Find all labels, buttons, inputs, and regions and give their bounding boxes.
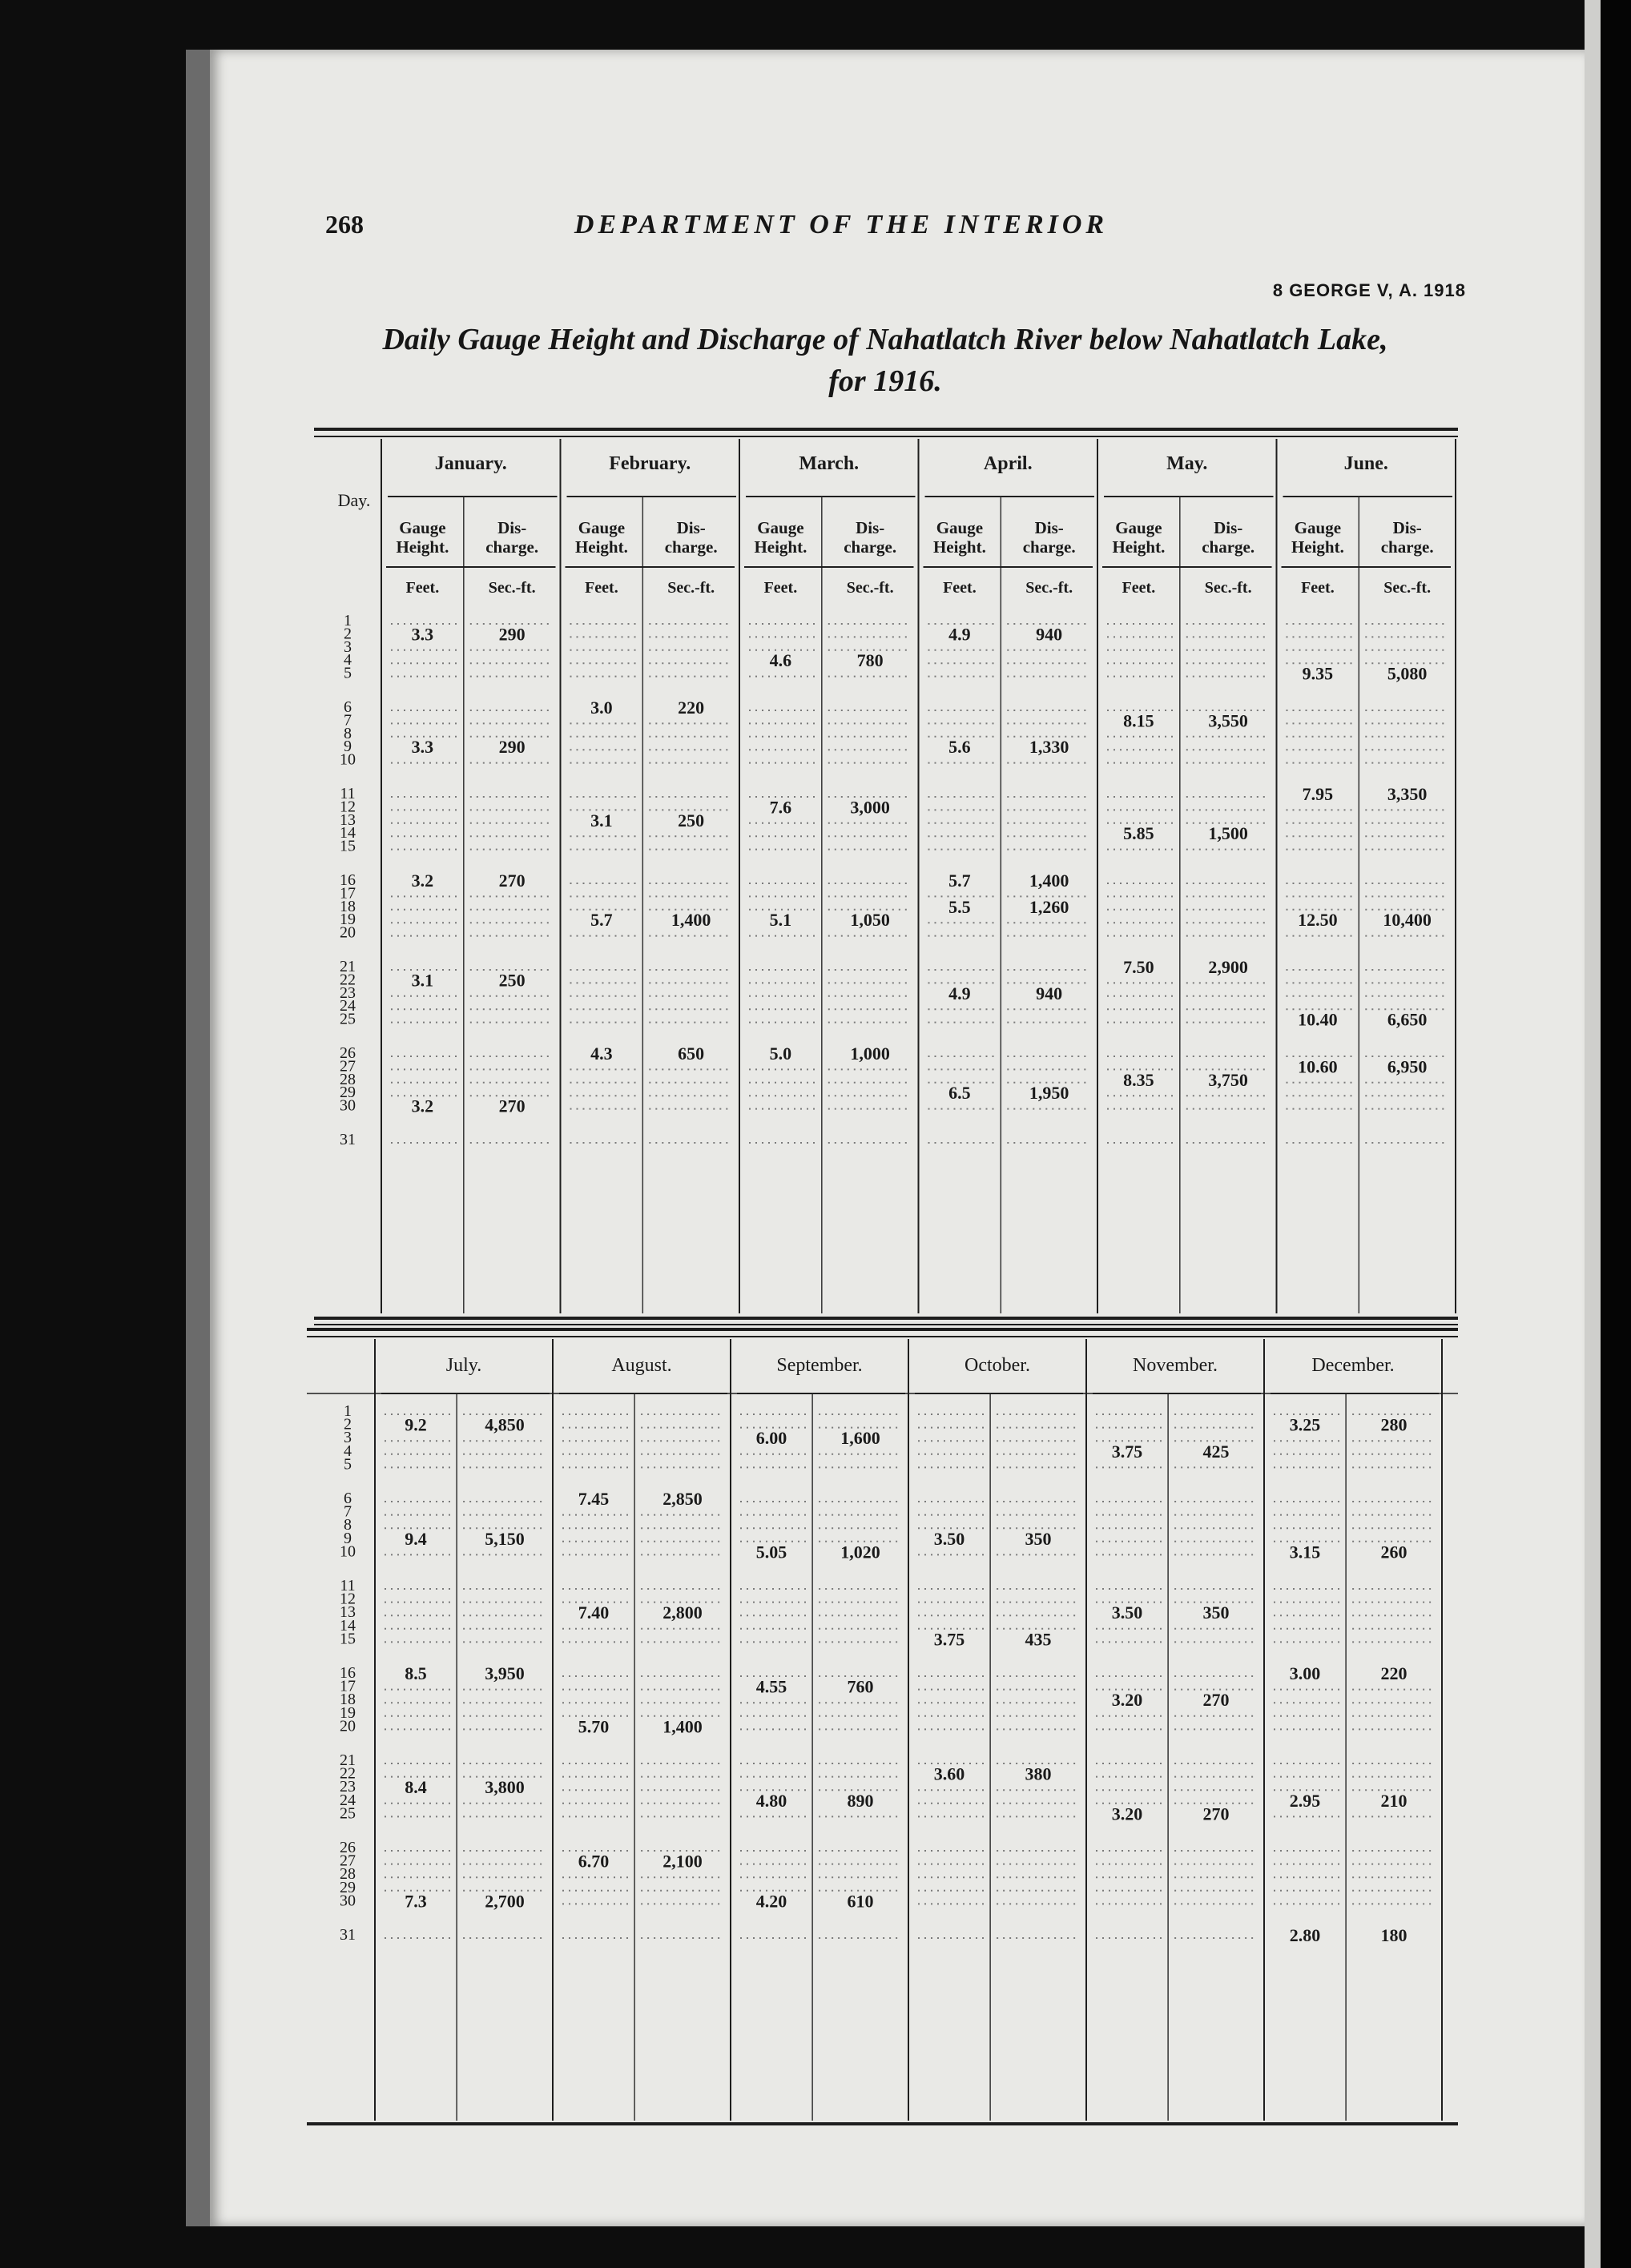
second-half-day-number-5: 5 — [344, 1455, 352, 1474]
subheader-height-june: Height. — [1291, 537, 1344, 557]
first-half-month-header-april: April. — [983, 453, 1033, 474]
first-half-discharge-january-day-16: 270 — [498, 871, 526, 891]
second-half-gauge-september-day-24: 4.80 — [755, 1790, 787, 1811]
second-half-day-number-8: 8 — [344, 1516, 352, 1534]
second-half-day-number-11: 11 — [340, 1577, 356, 1594]
second-half-day-number-2: 2 — [344, 1415, 352, 1434]
first-half-gauge-january-day-2: 3.3 — [411, 624, 434, 645]
first-half-gauge-january-day-9: 3.3 — [411, 737, 434, 758]
first-half-discharge-may-day-7: 3,550 — [1208, 710, 1248, 731]
first-half-day-number-4: 4 — [344, 651, 352, 670]
first-half-gauge-june-day-11: 7.95 — [1302, 784, 1334, 804]
second-half-gauge-november-day-4: 3.75 — [1111, 1441, 1143, 1462]
first-half-discharge-april-day-9: 1,330 — [1029, 737, 1069, 758]
second-half-gauge-december-day-10: 3.15 — [1289, 1542, 1321, 1562]
second-half-gauge-august-day-27: 6.70 — [578, 1851, 610, 1872]
second-half-day-number-15: 15 — [340, 1630, 356, 1648]
subheader-gauge-april: Gauge — [936, 518, 984, 537]
second-half-day-number-17: 17 — [340, 1677, 356, 1695]
second-half-gauge-september-day-30: 4.20 — [755, 1891, 787, 1912]
first-half-gauge-april-day-18: 5.5 — [948, 896, 971, 917]
subheader-gauge-march: Gauge — [757, 518, 804, 537]
second-half-discharge-july-day-16: 3,950 — [485, 1663, 525, 1683]
subheader-charge-april: charge. — [1022, 537, 1076, 557]
first-half-day-number-10: 10 — [340, 750, 356, 769]
second-half-leaders-october — [918, 1414, 1078, 1938]
first-half-gauge-january-day-22: 3.1 — [411, 970, 434, 991]
subheader-height-april: Height. — [932, 537, 986, 557]
unit-feet-february: Feet. — [585, 579, 618, 597]
day-column-header: Day. — [337, 490, 371, 510]
first-half-month-header-january: January. — [434, 453, 507, 474]
subheader-dis-march: Dis- — [856, 518, 885, 537]
first-half-discharge-march-day-19: 1,050 — [850, 910, 890, 931]
first-half-discharge-january-day-30: 270 — [498, 1096, 526, 1116]
second-half-discharge-october-day-9: 350 — [1025, 1528, 1052, 1549]
first-half-day-number-31: 31 — [340, 1131, 356, 1148]
second-half-discharge-september-day-24: 890 — [847, 1790, 874, 1811]
subheader-dis-january: Dis- — [497, 518, 527, 537]
second-half-day-number-26: 26 — [340, 1839, 356, 1856]
first-half-month-header-june: June. — [1343, 453, 1388, 474]
first-half-day-number-27: 27 — [340, 1057, 356, 1076]
first-half-discharge-february-day-13: 250 — [678, 810, 705, 830]
second-half-gauge-november-day-13: 3.50 — [1111, 1602, 1143, 1623]
first-half-discharge-june-day-5: 5,080 — [1387, 663, 1428, 684]
second-half-gauge-december-day-24: 2.95 — [1289, 1790, 1321, 1811]
first-half-month-header-march: March. — [799, 453, 860, 474]
first-half-day-number-26: 26 — [340, 1044, 356, 1062]
unit-secft-june: Sec.-ft. — [1383, 579, 1432, 597]
first-half-day-number-9: 9 — [344, 738, 352, 756]
second-half-gauge-september-day-3: 6.00 — [755, 1428, 787, 1449]
second-half-discharge-september-day-17: 760 — [847, 1676, 874, 1697]
first-half-day-number-15: 15 — [340, 837, 356, 855]
subheader-gauge-february: Gauge — [578, 518, 626, 537]
first-half-day-number-11: 11 — [340, 785, 356, 802]
session-note: 8 GEORGE V, A. 1918 — [1272, 280, 1466, 300]
first-half-day-number-16: 16 — [340, 871, 356, 889]
subheader-dis-april: Dis- — [1034, 518, 1064, 537]
second-half-gauge-october-day-15: 3.75 — [933, 1629, 965, 1650]
second-half-day-number-1: 1 — [344, 1402, 352, 1420]
first-half-gauge-march-day-19: 5.1 — [769, 910, 792, 931]
second-half-gauge-july-day-30: 7.3 — [405, 1891, 427, 1912]
first-half-discharge-june-day-19: 10,400 — [1383, 910, 1432, 931]
second-half-day-number-10: 10 — [340, 1542, 356, 1561]
unit-feet-june: Feet. — [1301, 579, 1335, 597]
second-half-gauge-july-day-2: 9.2 — [405, 1414, 427, 1435]
second-half-day-number-30: 30 — [340, 1892, 356, 1910]
second-half-day-number-16: 16 — [340, 1664, 356, 1682]
first-half-gauge-june-day-27: 10.60 — [1298, 1056, 1338, 1077]
table-title-line-1: Daily Gauge Height and Discharge of Nahatlatch River below Nahatlatch Lake, — [382, 323, 1388, 356]
second-half-month-header-december: December. — [1311, 1355, 1395, 1376]
second-half-day-number-24: 24 — [340, 1791, 356, 1809]
second-half-discharge-november-day-4: 425 — [1202, 1441, 1230, 1462]
first-half-gauge-june-day-19: 12.50 — [1298, 910, 1338, 931]
first-half-gauge-june-day-5: 9.35 — [1302, 663, 1334, 684]
second-half-day-number-20: 20 — [340, 1717, 356, 1735]
first-half-gauge-may-day-14: 5.85 — [1123, 823, 1154, 844]
first-half-gauge-january-day-16: 3.2 — [411, 871, 434, 891]
first-half-gauge-may-day-28: 8.35 — [1123, 1069, 1154, 1090]
second-half-month-header-august: August. — [611, 1355, 672, 1376]
second-half-discharge-august-day-13: 2,800 — [662, 1602, 703, 1623]
first-half-day-number-19: 19 — [340, 911, 356, 929]
second-half-day-number-27: 27 — [340, 1852, 356, 1870]
second-half-discharge-october-day-22: 380 — [1025, 1763, 1052, 1784]
second-half-day-number-18: 18 — [340, 1691, 356, 1709]
first-half-day-number-7: 7 — [344, 711, 352, 730]
second-half-discharge-december-day-31: 180 — [1380, 1925, 1407, 1945]
subheader-charge-june: charge. — [1380, 537, 1434, 557]
unit-feet-april: Feet. — [943, 579, 977, 597]
second-half-day-number-13: 13 — [340, 1603, 356, 1622]
second-half-gauge-october-day-9: 3.50 — [933, 1528, 965, 1549]
first-half-discharge-april-day-29: 1,950 — [1029, 1083, 1069, 1104]
first-half-day-number-30: 30 — [340, 1096, 356, 1115]
second-half-day-number-21: 21 — [340, 1751, 356, 1769]
second-half-day-number-31: 31 — [340, 1926, 356, 1944]
second-half-discharge-september-day-10: 1,020 — [840, 1542, 880, 1562]
second-half-leaders-november — [1096, 1414, 1256, 1938]
first-half-day-number-18: 18 — [340, 897, 356, 915]
unit-secft-january: Sec.-ft. — [488, 579, 536, 597]
first-half-day-number-22: 22 — [340, 971, 356, 989]
first-half-discharge-january-day-9: 290 — [498, 737, 526, 758]
first-half-discharge-february-day-19: 1,400 — [671, 910, 711, 931]
unit-secft-may: Sec.-ft. — [1204, 579, 1252, 597]
second-half-discharge-september-day-3: 1,600 — [840, 1428, 880, 1449]
second-half-discharge-july-day-30: 2,700 — [485, 1891, 525, 1912]
second-half-discharge-november-day-13: 350 — [1202, 1602, 1230, 1623]
first-half-discharge-may-day-28: 3,750 — [1208, 1069, 1248, 1090]
first-half-discharge-april-day-2: 940 — [1036, 624, 1063, 645]
second-half-discharge-november-day-18: 270 — [1202, 1690, 1230, 1711]
subheader-gauge-june: Gauge — [1294, 518, 1342, 537]
second-half-discharge-july-day-23: 3,800 — [485, 1777, 525, 1798]
first-half-gauge-may-day-7: 8.15 — [1123, 710, 1154, 731]
second-half-month-header-september: September. — [776, 1355, 863, 1376]
first-half-discharge-may-day-14: 1,500 — [1208, 823, 1248, 844]
running-head: DEPARTMENT OF THE INTERIOR — [574, 210, 1109, 239]
first-half-day-number-24: 24 — [340, 997, 356, 1015]
first-half-day-number-1: 1 — [344, 612, 352, 629]
second-half-gauge-august-day-6: 7.45 — [578, 1489, 610, 1509]
first-half-discharge-may-day-21: 2,900 — [1208, 957, 1248, 977]
first-half-gauge-february-day-19: 5.7 — [590, 910, 613, 931]
first-half-discharge-june-day-25: 6,650 — [1387, 1009, 1428, 1030]
second-half-discharge-july-day-9: 5,150 — [485, 1528, 525, 1549]
second-half-discharge-september-day-30: 610 — [847, 1891, 874, 1912]
first-half-gauge-april-day-29: 6.5 — [948, 1083, 971, 1104]
first-half-day-number-17: 17 — [340, 884, 356, 903]
first-half-gauge-january-day-30: 3.2 — [411, 1096, 434, 1116]
second-half-day-number-14: 14 — [340, 1616, 356, 1635]
unit-secft-march: Sec.-ft. — [846, 579, 894, 597]
second-half-discharge-december-day-24: 210 — [1380, 1790, 1407, 1811]
second-half-discharge-july-day-2: 4,850 — [485, 1414, 525, 1435]
first-half-day-number-20: 20 — [340, 923, 356, 942]
second-half-day-number-12: 12 — [340, 1590, 356, 1608]
first-half-leaders-march — [749, 624, 911, 1143]
second-half-day-number-7: 7 — [344, 1502, 352, 1521]
first-half-day-number-6: 6 — [344, 698, 352, 716]
first-half-month-header-february: February. — [609, 453, 691, 474]
subheader-dis-june: Dis- — [1392, 518, 1422, 537]
second-half-discharge-december-day-2: 280 — [1380, 1414, 1407, 1435]
first-half-day-number-12: 12 — [340, 798, 356, 816]
first-half-gauge-april-day-23: 4.9 — [948, 983, 971, 1003]
first-half-day-number-2: 2 — [344, 625, 352, 643]
first-half-day-number-23: 23 — [340, 983, 356, 1002]
first-half-month-header-may: May. — [1166, 453, 1208, 474]
second-half-gauge-july-day-23: 8.4 — [405, 1777, 427, 1798]
unit-secft-february: Sec.-ft. — [667, 579, 715, 597]
subheader-height-may: Height. — [1112, 537, 1166, 557]
second-half-gauge-december-day-16: 3.00 — [1289, 1663, 1321, 1683]
subheader-charge-may: charge. — [1202, 537, 1255, 557]
second-half-gauge-december-day-2: 3.25 — [1289, 1414, 1321, 1435]
first-half-leaders-may — [1107, 624, 1269, 1143]
first-half-discharge-june-day-27: 6,950 — [1387, 1056, 1428, 1077]
subheader-gauge-january: Gauge — [399, 518, 446, 537]
subheader-dis-may: Dis- — [1214, 518, 1243, 537]
subheader-charge-january: charge. — [485, 537, 539, 557]
first-half-discharge-february-day-26: 650 — [678, 1044, 705, 1064]
first-half-discharge-march-day-4: 780 — [856, 650, 884, 671]
first-half-gauge-march-day-4: 4.6 — [769, 650, 792, 671]
second-half-gauge-october-day-22: 3.60 — [933, 1763, 965, 1784]
second-half-day-number-9: 9 — [344, 1529, 352, 1547]
first-half-discharge-april-day-18: 1,260 — [1029, 896, 1069, 917]
first-half-discharge-april-day-16: 1,400 — [1029, 871, 1069, 891]
second-half-gauge-november-day-25: 3.20 — [1111, 1804, 1143, 1824]
subheader-charge-february: charge. — [664, 537, 718, 557]
second-half-discharge-august-day-6: 2,850 — [662, 1489, 703, 1509]
unit-feet-january: Feet. — [405, 579, 440, 597]
first-half-gauge-february-day-13: 3.1 — [590, 810, 613, 830]
second-half-gauge-august-day-13: 7.40 — [578, 1602, 610, 1623]
first-half-discharge-april-day-23: 940 — [1036, 983, 1063, 1003]
first-half-day-number-14: 14 — [340, 824, 356, 842]
table-title-line-2: for 1916. — [828, 364, 942, 398]
second-half-discharge-october-day-15: 435 — [1025, 1629, 1052, 1650]
unit-secft-april: Sec.-ft. — [1025, 579, 1073, 597]
second-half-month-header-october: October. — [965, 1355, 1030, 1376]
second-half-gauge-july-day-9: 9.4 — [405, 1528, 427, 1549]
second-half-day-number-23: 23 — [340, 1778, 356, 1796]
first-half-day-number-28: 28 — [340, 1070, 356, 1088]
second-half-month-header-july: July. — [445, 1355, 482, 1376]
subheader-height-january: Height. — [396, 537, 449, 557]
subheader-height-february: Height. — [574, 537, 628, 557]
first-half-gauge-february-day-26: 4.3 — [590, 1044, 613, 1064]
subheader-dis-february: Dis- — [676, 518, 706, 537]
second-half-gauge-november-day-18: 3.20 — [1111, 1690, 1143, 1711]
second-half-day-number-22: 22 — [340, 1764, 356, 1783]
first-half-day-number-8: 8 — [344, 724, 352, 742]
first-half-gauge-march-day-12: 7.6 — [769, 797, 792, 818]
unit-feet-may: Feet. — [1122, 579, 1156, 597]
first-half-day-number-29: 29 — [340, 1084, 356, 1102]
first-half-gauge-april-day-2: 4.9 — [948, 624, 971, 645]
first-half-gauge-february-day-6: 3.0 — [590, 698, 613, 718]
second-half-day-number-25: 25 — [340, 1804, 356, 1823]
first-half-day-number-5: 5 — [344, 664, 352, 682]
subheader-gauge-may: Gauge — [1115, 518, 1162, 537]
second-half-day-number-28: 28 — [340, 1865, 356, 1884]
first-half-gauge-march-day-26: 5.0 — [769, 1044, 792, 1064]
subheader-height-march: Height. — [754, 537, 807, 557]
second-half-discharge-november-day-25: 270 — [1202, 1804, 1230, 1824]
second-half-discharge-august-day-27: 2,100 — [662, 1851, 703, 1872]
first-half-discharge-march-day-26: 1,000 — [850, 1044, 890, 1064]
second-half-day-number-6: 6 — [344, 1490, 352, 1507]
second-half-day-number-4: 4 — [344, 1442, 352, 1460]
first-half-gauge-may-day-21: 7.50 — [1123, 957, 1154, 977]
first-half-day-number-13: 13 — [340, 810, 356, 829]
second-half-discharge-august-day-20: 1,400 — [662, 1716, 703, 1737]
first-half-day-number-21: 21 — [340, 958, 356, 975]
first-half-discharge-june-day-11: 3,350 — [1387, 784, 1428, 804]
first-half-day-number-25: 25 — [340, 1010, 356, 1028]
first-half-day-number-3: 3 — [344, 637, 352, 656]
page-number: 268 — [325, 210, 364, 239]
first-half-discharge-march-day-12: 3,000 — [850, 797, 890, 818]
first-half-gauge-april-day-9: 5.6 — [948, 737, 971, 758]
first-half-discharge-february-day-6: 220 — [678, 698, 705, 718]
second-half-day-number-19: 19 — [340, 1703, 356, 1722]
second-half-gauge-august-day-20: 5.70 — [578, 1716, 610, 1737]
second-half-leaders-december — [1274, 1414, 1434, 1904]
first-half-gauge-june-day-25: 10.40 — [1298, 1009, 1338, 1030]
unit-feet-march: Feet. — [763, 579, 798, 597]
first-half-gauge-april-day-16: 5.7 — [948, 871, 971, 891]
second-half-gauge-september-day-10: 5.05 — [755, 1542, 787, 1562]
second-half-discharge-december-day-16: 220 — [1380, 1663, 1407, 1683]
second-half-day-number-3: 3 — [344, 1429, 352, 1447]
second-half-gauge-december-day-31: 2.80 — [1289, 1925, 1321, 1945]
subheader-charge-march: charge. — [844, 537, 897, 557]
first-half-discharge-january-day-22: 250 — [498, 970, 526, 991]
second-half-gauge-september-day-17: 4.55 — [755, 1676, 787, 1697]
second-half-month-header-november: November. — [1133, 1355, 1218, 1376]
second-half-gauge-july-day-16: 8.5 — [405, 1663, 427, 1683]
first-half-discharge-january-day-2: 290 — [498, 624, 526, 645]
second-half-discharge-december-day-10: 260 — [1380, 1542, 1407, 1562]
second-half-day-number-29: 29 — [340, 1878, 356, 1896]
